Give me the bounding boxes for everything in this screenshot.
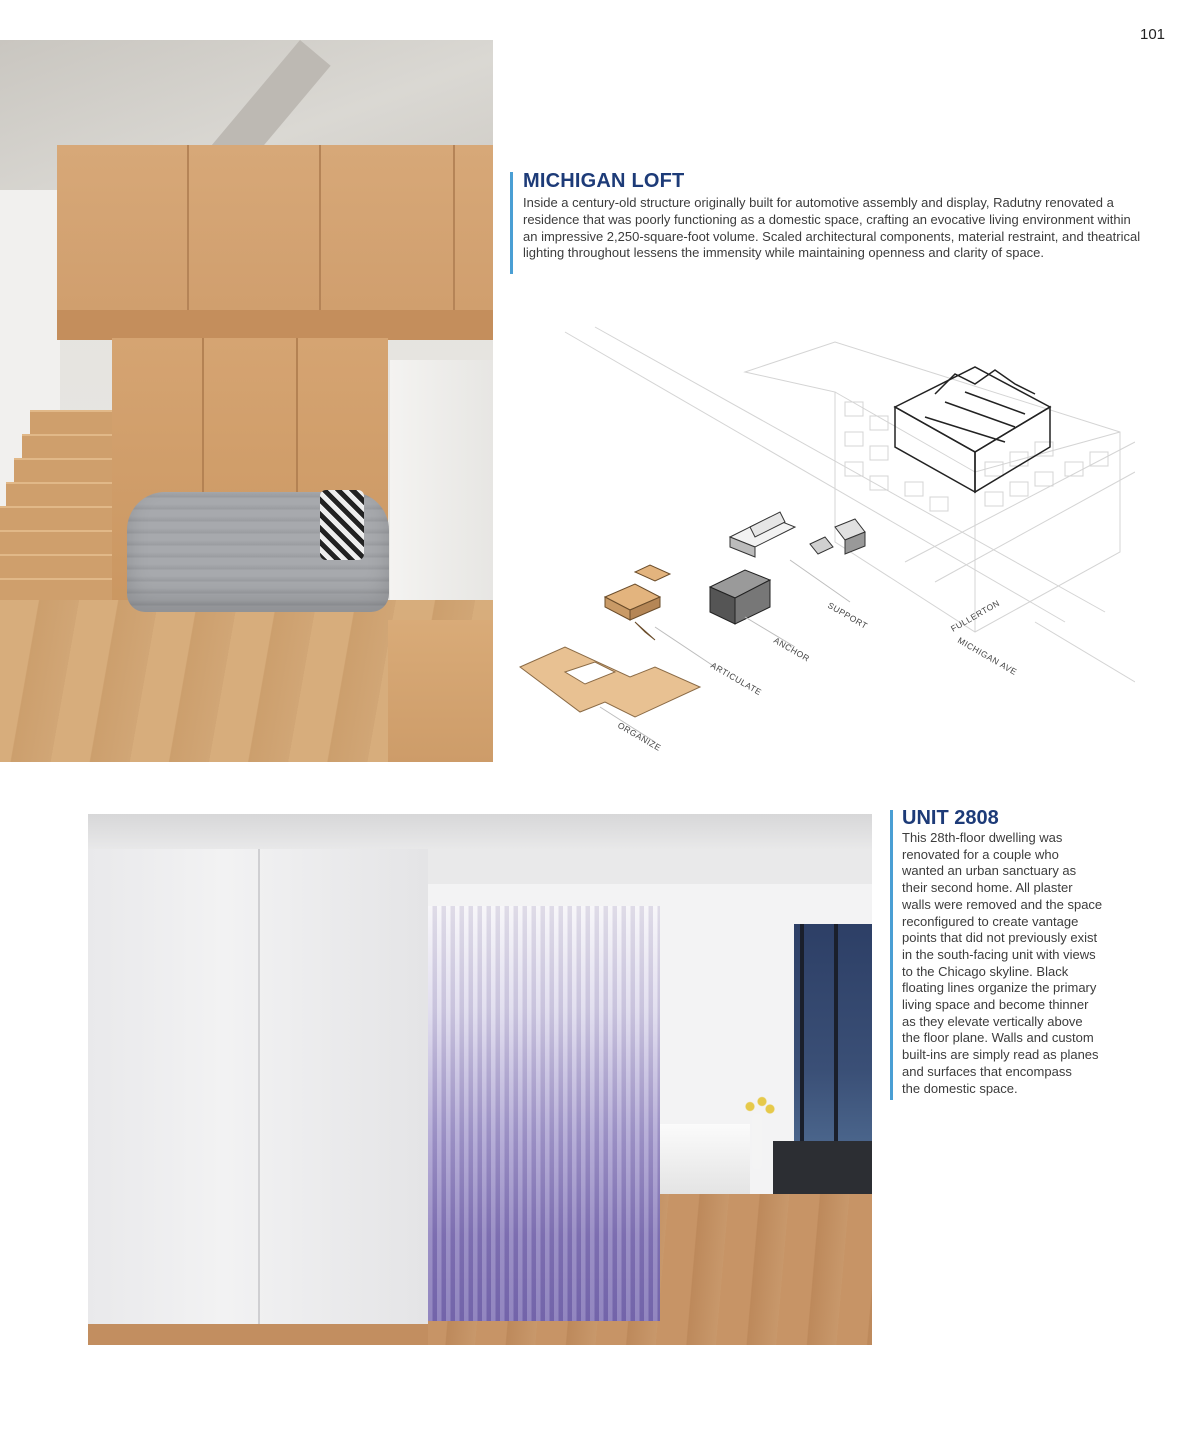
body-line: renovated for a couple who [902,846,1059,862]
wood-panel [57,145,189,310]
stair-step [0,578,112,602]
stair-step [22,434,112,458]
purple-ombre-curtain [428,906,660,1321]
body-line: points that did not previously exist [902,930,1098,946]
upper-wood-volume [57,145,493,340]
michigan-loft-title: MICHIGAN LOFT [523,170,685,192]
body-line: and surfaces that encompass [902,1063,1072,1079]
unit-2808-photo [88,814,872,1345]
unit-2808-title: UNIT 2808 [902,807,999,829]
body-line: living space and become thinner [902,997,1089,1013]
vase [752,1114,762,1169]
stair-step [6,482,112,506]
wood-panel [189,145,321,310]
white-wardrobe [88,849,428,1324]
body-line: built-ins are simply read as planes [902,1047,1099,1063]
stair-step [0,554,112,578]
right-wall [390,360,493,640]
wood-panel [321,145,455,310]
label-michigan-ave: MICHIGAN AVE [956,635,1019,678]
label-anchor: ANCHOR [772,635,812,664]
body-line: walls were removed and the space [902,896,1103,912]
label-organize: ORGANIZE [616,720,663,753]
michigan-loft-body: Inside a century-old structure originally built for automotive assembly and display, Radutny renovated a residence that was poorly functioning as a domestic space, crafting an evocative living environment within an impressive 2,250-square-foot volume. Scaled architectural components, material restraint, and theatrical lighting throughout lessens the immensity while maintaining openness and clarity of space. [523,195,1141,261]
wood-soffit [57,310,493,340]
wood-block [388,620,493,762]
unit-2808-body [902,830,1137,1097]
body-line: This 28th-floor dwelling was [902,830,1063,845]
bed [660,1124,750,1194]
label-fullerton: FULLERTON [949,597,1002,634]
michigan-loft-photo [0,40,493,762]
checkered-throw [320,490,364,560]
stair-step [0,530,112,554]
axonometric-diagram [505,322,1135,762]
ceiling [88,814,872,849]
page-number: 101 [1140,26,1166,43]
michigan-loft-accent-bar [510,172,513,274]
unit-2808-accent-bar [890,810,893,1100]
stair-step [30,410,112,434]
body-line: wanted an urban sanctuary as [902,863,1077,879]
body-line: in the south-facing unit with views [902,946,1096,962]
body-line: reconfigured to create vantage [902,913,1079,929]
stair-step [14,458,112,482]
body-line: floating lines organize the primary [902,980,1097,996]
body-line: the domestic space. [902,1080,1018,1096]
body-line: their second home. All plaster [902,880,1073,896]
label-articulate: ARTICULATE [709,660,764,698]
body-line: as they elevate vertically above [902,1013,1083,1029]
body-line: to the Chicago skyline. Black [902,963,1069,979]
body-line: the floor plane. Walls and custom [902,1030,1094,1046]
label-support: SUPPORT [826,600,870,631]
stair-step [0,506,112,530]
wardrobe-door-seam [258,849,260,1324]
yellow-flowers [738,1094,778,1119]
